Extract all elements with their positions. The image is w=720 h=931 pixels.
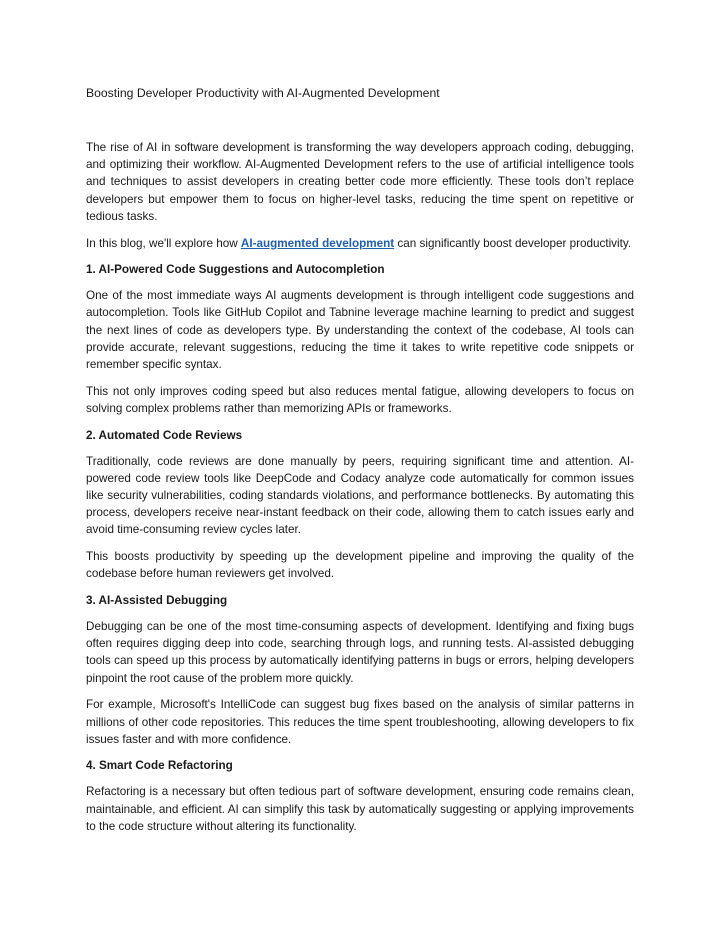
- section-heading-2: 2. Automated Code Reviews: [86, 428, 243, 442]
- section-2-paragraph-2: This boosts productivity by speeding up the development pipeline and improving the quality of the codebase before human reviewers get involved.: [86, 550, 634, 581]
- section-3-paragraph-2: For example, Microsoft's IntelliCode can suggest bug fixes based on the analysis of similar patterns in millions of other code repositories. This reduces the time spent troubleshooting, allowing developers to fix issues faster and with more confidence.: [86, 698, 634, 746]
- intro-paragraph-1: The rise of AI in software development is transforming the way developers approach coding, debugging, and optimizing their workflow. AI-Augmented Development refers to the use of artificial intelligence tools and techniques to assist developers in creating better code more efficiently. These tools don’t replace developers but empower them to focus on higher-level tasks, reducing the time spent on repetitive or tedious tasks.: [86, 141, 634, 223]
- section-1-paragraph-2: This not only improves coding speed but also reduces mental fatigue, allowing developers to focus on solving complex problems rather than memorizing APIs or frameworks.: [86, 384, 634, 415]
- section-heading-4: 4. Smart Code Refactoring: [86, 759, 233, 773]
- intro-text-before-link: In this blog, we'll explore how: [86, 236, 241, 250]
- intro-paragraph-2: [86, 235, 634, 252]
- document-title: Boosting Developer Productivity with AI-Augmented Development: [86, 86, 440, 100]
- ai-augmented-development-link[interactable]: AI-augmented development: [240, 236, 395, 250]
- intro-text-after-link: can significantly boost developer productivity.: [394, 236, 632, 250]
- section-2-paragraph-1: Traditionally, code reviews are done manually by peers, requiring significant time and attention. AI-powered code review tools like DeepCode and Codacy analyze code automatically for common issues like security vulnerabilities, coding standards violations, and performance bottlenecks. By automating this process, developers receive near-instant feedback on their code, allowing them to catch issues early and avoid time-consuming review cycles later.: [86, 454, 634, 537]
- section-heading-3: 3. AI-Assisted Debugging: [86, 594, 228, 608]
- section-heading-1: 1. AI-Powered Code Suggestions and Autocompletion: [86, 263, 385, 277]
- section-1-paragraph-1: One of the most immediate ways AI augments development is through intelligent code suggestions and autocompletion. Tools like GitHub Copilot and Tabnine leverage machine learning to predict and suggest the next lines of code as developers type. By understanding the context of the codebase, AI tools can provide accurate, relevant suggestions, reducing the time it takes to write repetitive code snippets or remember specific syntax.: [86, 289, 634, 372]
- section-3-paragraph-1: Debugging can be one of the most time-consuming aspects of development. Identifying and fixing bugs often requires digging deep into code, searching through logs, and running tests. AI-assisted debugging tools can speed up this process by automatically identifying patterns in bugs or errors, helping developers pinpoint the root cause of the problem more quickly.: [86, 620, 634, 685]
- section-4-paragraph-1: Refactoring is a necessary but often tedious part of software development, ensuring code remains clean, maintainable, and efficient. AI can simplify this task by automatically suggesting or applying improvements to the code structure without altering its functionality.: [86, 785, 634, 833]
